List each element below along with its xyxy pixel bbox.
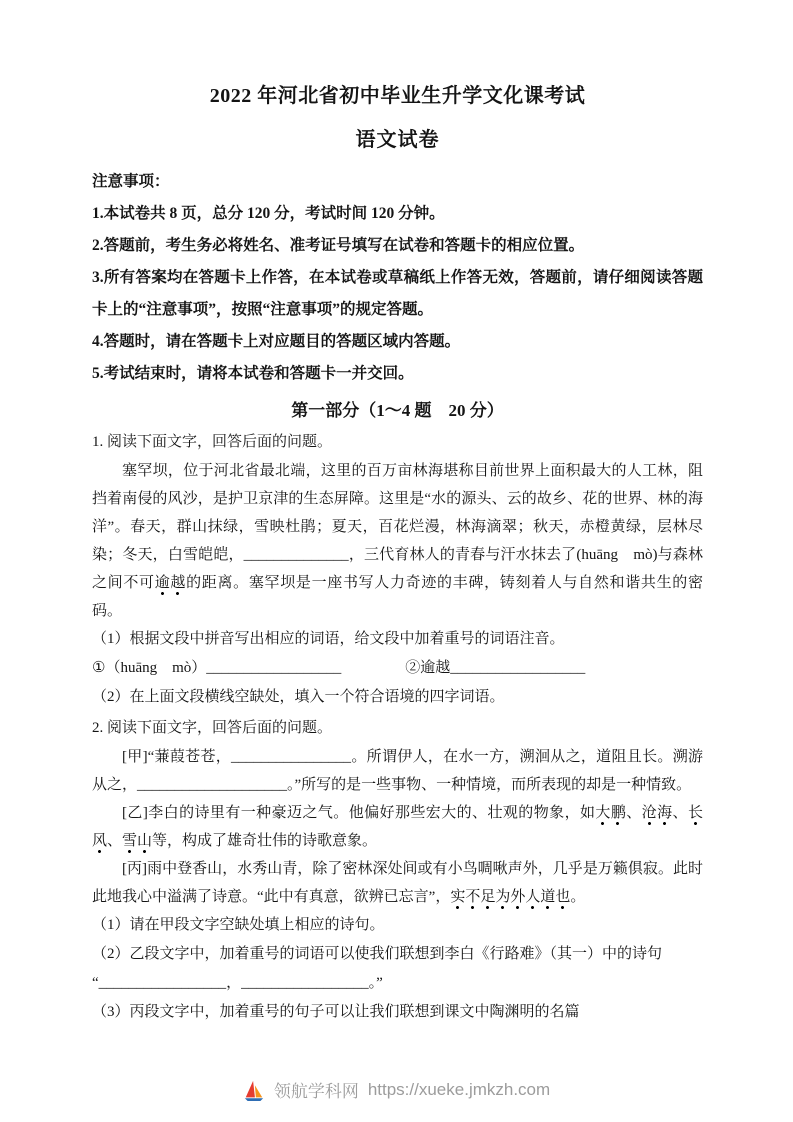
passage-text: 的距离。塞罕坝是一座书写人力奇迹的丰碑，铸刻着人与自然和谐共生的密码。: [92, 575, 703, 619]
question-1-passage: [92, 457, 703, 625]
logo-sail-right: [255, 1085, 262, 1097]
watermark-site-name: 领航学科网: [273, 1082, 359, 1101]
passage-text: [乙]李白的诗里有一种豪迈之气。他偏好那些宏大的、壮观的物象，如: [122, 805, 596, 821]
notice-item-2: 2.答题前，考生务必将姓名、准考证号填写在试卷和答题卡的相应位置。: [92, 237, 585, 254]
notice-section: [92, 166, 703, 390]
passage-text: 、: [107, 833, 123, 849]
question-2-stem: 2. 阅读下面文字，回答后面的问题。: [92, 720, 333, 736]
question-1-sub-1: （1）根据文段中拼音写出相应的词语，给文段中加着重号的词语注音。: [92, 631, 565, 647]
passage-text: 、: [672, 805, 688, 821]
pinyin-word-blank: ①（huāng mò）__________________: [92, 660, 342, 676]
exam-title: 2022 年河北省初中毕业生升学文化课考试: [209, 85, 586, 107]
question-2-passage-jia: [92, 743, 703, 799]
passage-text: [甲]“蒹葭苍苍，________________。所谓伊人，在水一方，溯洄从之，道阻且长。溯游从之，____________________。”所写的是一些事物、一种情境，而所表现的却是一种情致。: [92, 749, 703, 793]
question-1-sub-2: （2）在上面文段横线空缺处，填入一个符合语境的四字词语。: [92, 689, 505, 705]
emphasized-text: 逾越: [155, 575, 186, 596]
passage-text: [丙]雨中登香山，水秀山青，除了密林深处间或有小鸟啁啾声外，几乎是万籁俱寂。此时此地我心中溢满了诗意。“此中有真意，欲辨已忘言”，: [92, 861, 703, 905]
emphasized-text: 大鹏: [595, 805, 626, 826]
emphasized-text: 雪山: [122, 833, 152, 854]
emphasized-text: 实不足为外人道也: [450, 889, 570, 910]
paper-subject-title: 语文试卷: [355, 129, 440, 151]
question-1-answer-blanks: [92, 654, 703, 683]
notice-item-3: 3.所有答案均在答题卡上作答，在本试卷或草稿纸上作答无效，答题前，请仔细阅读答题卡上的“注意事项”，按照“注意事项”的规定答题。: [92, 269, 703, 318]
notice-item-4: 4.答题时，请在答题卡上对应题目的答题区域内答题。: [92, 333, 461, 350]
question-2-passage-bing: [92, 855, 703, 911]
passage-text: 等，构成了雄奇壮伟的诗歌意象。: [152, 833, 378, 849]
question-2-passage-yi: [92, 799, 703, 855]
passage-text: 塞罕坝，位于河北省最北端，这里的百万亩林海堪称目前世界上面积最大的人工林，阻挡着南侵的风沙，是护卫京津的生态屏障。这里是“水的源头、云的故乡、花的世界、林的海洋”。春天，群山抹绿，雪映杜鹃；夏天，百花烂漫，林海滴翠；秋天，赤橙黄绿，层林尽染；冬天，白雪皑皑，______________，三代育林人的青春与汗水抹去了(huāng mò)与森林之间不可: [92, 463, 703, 591]
watermark-footer: [0, 1077, 793, 1102]
zhuyin-word-blank: ②逾越__________________: [405, 660, 586, 676]
section-heading: 第一部分（1～4 题 20 分）: [291, 401, 504, 420]
notice-heading: 注意事项：: [92, 173, 170, 190]
emphasized-text: 长风: [92, 805, 703, 854]
question-1-stem: 1. 阅读下面文字，回答后面的问题。: [92, 434, 333, 450]
notice-item-5: 5.考试结束时，请将本试卷和答题卡一并交回。: [92, 365, 414, 382]
passage-text: 。: [570, 889, 586, 905]
logo-sail-left: [246, 1080, 255, 1097]
logo-hull: [245, 1098, 263, 1101]
question-2-sub-1: （1）请在甲段文字空缺处填上相应的诗句。: [92, 917, 385, 933]
notice-item-1: 1.本试卷共 8 页，总分 120 分，考试时间 120 分钟。: [92, 205, 445, 222]
site-logo-icon: [243, 1079, 265, 1101]
emphasized-text: 沧海: [642, 805, 673, 826]
question-2-sub-2-blanks: “_________________，_________________。”: [92, 975, 383, 991]
question-2-sub-2: （2）乙段文字中，加着重号的词语可以使我们联想到李白《行路难》（其一）中的诗句: [92, 946, 663, 962]
watermark-url: https://xueke.jmkzh.com: [367, 1079, 551, 1099]
question-2-sub-3: （3）丙段文字中，加着重号的句子可以让我们联想到课文中陶渊明的名篇: [92, 1004, 580, 1020]
passage-text: 、: [626, 805, 642, 821]
